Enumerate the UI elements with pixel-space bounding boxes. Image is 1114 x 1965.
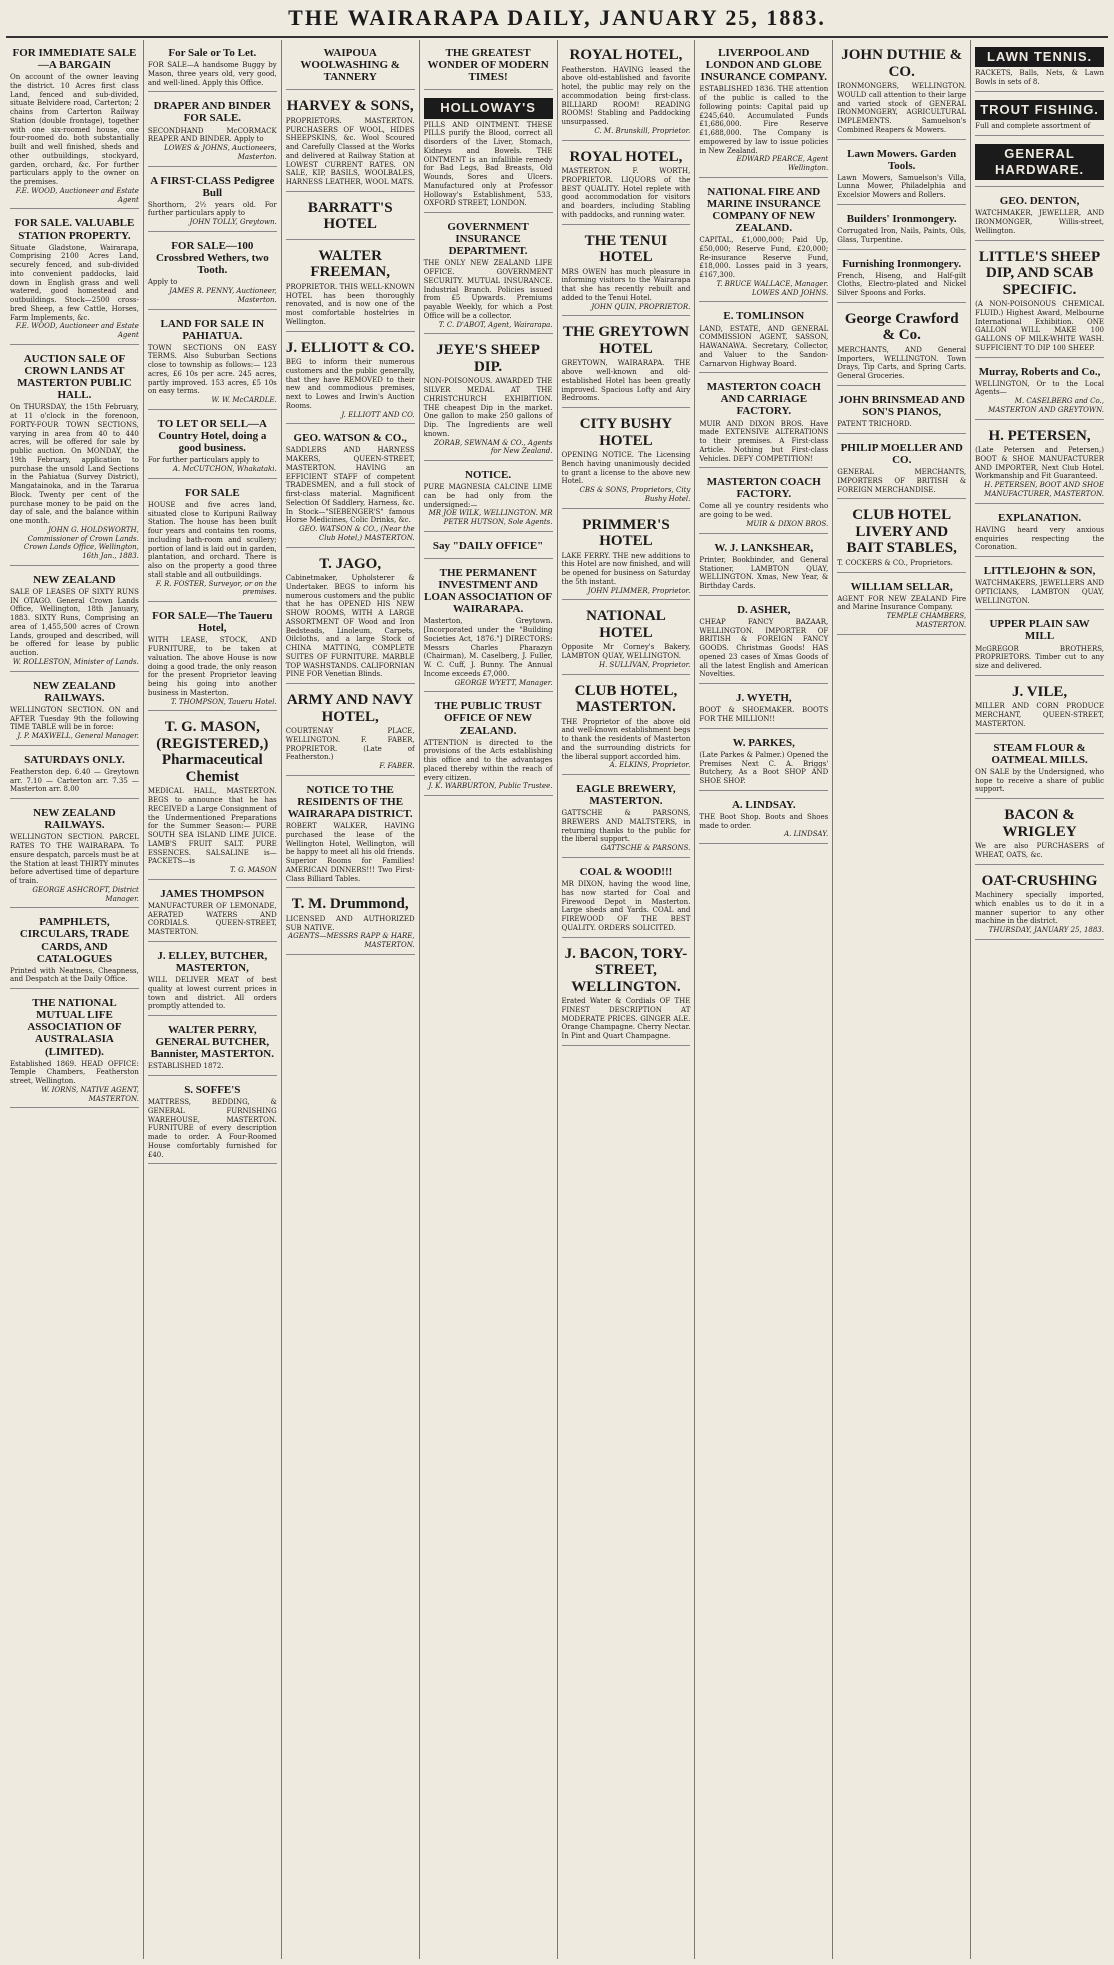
advertisement — [424, 464, 553, 532]
ad-body: HOUSE and five acres land, situated close to Kuripuni Railway Station. The house has been built four years and contains ten rooms, including bath-room and scullery; portion of land is laid out in garden, plantation, and orchard. There is also on the property a good three stall stable and all outbuildings. — [147, 500, 277, 579]
ad-body: MANUFACTURER OF LEMONADE, AERATED WATERS AND CORDIALS. QUEEN-STREET, MASTERTON. — [147, 901, 277, 937]
ad-body: On account of the owner leaving the district. 10 Acres first class Land, fenced and sub-divided, situate Belvidere road, Carterton; 2 chains from Carterton Railway Station (double frontage), together with one six-roomed house, one four-roomed do. both substantially built and well finished, sheds and other outbuildings, stockyard, garden, orchard, &c. For further particulars apply to the owner on the premises. — [10, 73, 139, 187]
ad-signature: J. ELLIOTT AND CO. — [341, 410, 415, 419]
ad-body: ESTABLISHED 1836. THE attention of the public is called to the following points: Capital paid up £245,640. Accumulated Funds £1,686,000. Fire Reserve £1,688,000. The Company is empowered by law to issue policies in New Zealand. — [699, 85, 829, 155]
ad-title: J. ELLEY, BUTCHER, MASTERTON, — [157, 949, 268, 974]
ad-title: MASTERTON COACH FACTORY. — [706, 476, 821, 501]
ad-title: NATIONAL HOTEL — [586, 608, 666, 641]
ad-body: MR DIXON, having the wood line, has now started for Coal and Firewood Depot in Masterton. Large sheds and Yards. COAL and FIREWOOD OF THE BEST QUALITY. ORDERS SOLICITED. — [561, 880, 691, 932]
advertisement — [286, 195, 415, 240]
ad-signature: JOHN QUIN, PROPRIETOR. — [591, 302, 691, 311]
advertisement — [699, 599, 828, 684]
ad-body: PROPRIETORS. MASTERTON. PURCHASERS OF WOOL, HIDES SHEEPSKINS, &c. Wool Scoured and Carefully Classed at the Works and delivered at Railway Station at LOWEST CURRENT RATES. ON SALE, KIP, BASILS, WOOLBALES, HARNESS LEATHER, WOOL MATS. — [285, 116, 415, 187]
ad-body: NON-POISONOUS. AWARDED THE SILVER MEDAL AT THE CHRISTCHURCH EXHIBITION. THE cheapest Dip in the market. One gallon to make 250 gallons of Dip. The Ingredients are well known. — [423, 377, 553, 438]
ad-body: LAND, ESTATE, AND GENERAL COMMISSION AGENT, SASSON, HAWANAWA. Secretary, Collector, and Valuer to the Sandon-Carnarvon Highway Board. — [699, 324, 829, 368]
column-1 — [6, 40, 144, 1959]
ad-title: CLUB HOTEL, MASTERTON. — [574, 682, 678, 715]
ad-body: WITH LEASE, STOCK, AND FURNITURE, to be taken at valuation. The above House is now doing a good trade, the only reason for the present Proprietor leaving being his going into another business in Masterton. — [147, 636, 277, 697]
ad-title: JEYE'S SHEEP DIP. — [436, 342, 540, 375]
column-4 — [420, 40, 558, 1959]
ad-signature: ZORAB, SEWNAM & CO., Agents for New Zealand. — [433, 438, 553, 456]
ad-title: J. VILE, — [1011, 683, 1068, 700]
ad-title: T. M. Drummond, — [291, 896, 409, 913]
advertisement — [286, 891, 415, 955]
ad-signature: AGENTS—MESSRS RAPP & HARE, MASTERTON. — [288, 932, 415, 950]
ad-title: WAIPOUA WOOLWASHING & TANNERY — [300, 47, 400, 84]
ad-title: UPPER PLAIN SAW MILL — [989, 618, 1090, 643]
advertisement — [837, 437, 966, 499]
ad-title: FOR SALE—100 Crossbred Wethers, two Tooth. — [155, 239, 269, 277]
ad-title: MASTERTON COACH AND CARRIAGE FACTORY. — [706, 381, 821, 418]
ad-title: THE NATIONAL MUTUAL LIFE ASSOCIATION OF AUSTRALASIA (LIMITED). — [27, 997, 122, 1058]
ad-body: (A NON-POISONOUS CHEMICAL FLUID.) Highest Award, Melbourne International Exhibition. ONE GALLON WILL MAKE 100 GALLONS OF MILK-WHITE WASH. SUFFICIENT TO DIP 100 SHEEP. — [975, 300, 1104, 352]
advertisement — [975, 613, 1104, 675]
advertisement — [699, 305, 828, 373]
ad-title: LIVERPOOL AND LONDON AND GLOBE INSURANCE COMPANY. — [700, 47, 828, 84]
advertisement — [286, 93, 415, 192]
ad-body: Full and complete assortment of — [975, 122, 1091, 130]
ad-body: WELLINGTON, Or to the Local Agents— — [975, 379, 1104, 397]
ad-body: ESTABLISHED 1872. — [147, 1062, 224, 1071]
ad-title: SATURDAYS ONLY. — [24, 753, 125, 766]
ad-body: AGENT FOR NEW ZEALAND Fire and Marine Insurance Company. — [837, 594, 967, 612]
ad-title: LITTLE'S SHEEP DIP, AND SCAB SPECIFIC. — [978, 248, 1101, 298]
column-2 — [144, 40, 282, 1959]
advertisement — [562, 941, 691, 1046]
ad-body: Erated Water & Cordials OF THE FINEST DESCRIPTION AT MODERATE PRICES. GINGER ALE. Orange Champagne. Cherry Nectar. In Pint and Quart Champagne. — [561, 997, 691, 1041]
ad-body: Cabinetmaker, Upholsterer & Undertaker. BEGS to inform his numerous customers and the public that he has OPENED HIS NEW SHOW ROOMS, WITH A LARGE ASSORTMENT OF Wood and Iron Bedsteads, Linoleum, Carpets, Oilcloths, and a large Stock of CHINA MATTING, COMPLETE SUITES OF FURNITURE. MARBLE TOP WASHSTANDS. CALIFORNIAN PINE FOR Venetian Blinds. — [285, 574, 415, 679]
advertisement — [10, 749, 139, 799]
ad-title: TO LET OR SELL—A Country Hotel, doing a good business. — [157, 417, 267, 455]
ad-title: GEO. WATSON & CO., — [293, 432, 407, 445]
ad-body: GREYTOWN, WAIRARAPA. THE above well-known and old-established Hotel has been greatly improved. Spacious Lofty and Airy Bedrooms. — [561, 359, 691, 403]
advertisement — [286, 687, 415, 776]
ad-signature: F. R. FOSTER, Surveyor, or on the premises. — [155, 579, 277, 597]
ad-title: STEAM FLOUR & OATMEAL MILLS. — [991, 741, 1088, 766]
masthead-title: THE WAIRARAPA DAILY, JANUARY 25, 1883. — [288, 5, 826, 30]
ad-title: JOHN DUTHIE & CO. — [841, 47, 963, 80]
advertisement — [975, 802, 1104, 865]
ad-title: FOR IMMEDIATE SALE—A BARGAIN — [12, 47, 137, 72]
ad-body: CHEAP FANCY BAZAAR, WELLINGTON. IMPORTER OF BRITISH & FOREIGN FANCY GOODS. Christmas Goods! HAS opened 23 cases of Xmas Goods of all the latest English and American Novelties. — [699, 617, 829, 679]
ad-title: AUCTION SALE OF CROWN LANDS AT MASTERTON PUBLIC HALL. — [17, 352, 132, 402]
ad-signature: GATTSCHE & PARSONS. — [600, 844, 691, 853]
advertisement — [699, 537, 828, 596]
ad-body: BEG to inform their numerous customers and the public generally, that they have REMOVED to their new and commodious premises, next to Lowes and Irwin's Auction Rooms. — [285, 358, 415, 410]
ad-body: Established 1869. HEAD OFFICE: Temple Chambers, Featherston street, Wellington. — [10, 1059, 139, 1086]
ad-body: GATTSCHE & PARSONS, BREWERS AND MALTSTERS, in returning thanks to the public for the liberal support. — [561, 809, 691, 844]
ad-body: Machinery specially imported, which enables us to do it in a manner superior to any other machine in the district. — [975, 891, 1104, 926]
ad-title: LAND FOR SALE IN PAHIATUA. — [160, 317, 265, 342]
advertisement — [837, 208, 966, 250]
ad-title: Builders' Ironmongery. — [846, 212, 957, 225]
advertisement — [10, 348, 139, 566]
ad-body: SECONDHAND McCORMACK REAPER AND BINDER. Apply to — [147, 126, 277, 144]
advertisement — [699, 181, 828, 303]
advertisement — [562, 778, 691, 858]
ad-title: George Crawford & Co. — [844, 310, 959, 344]
ad-body: WATCHMAKER, JEWELLER, AND IRONMONGER, Willis-street, Wellington. — [975, 209, 1104, 235]
advertisement — [148, 605, 277, 711]
columns-container — [6, 40, 1108, 1959]
ad-title: FOR SALE—The Taueru Hotel, — [152, 610, 273, 635]
advertisement — [286, 427, 415, 547]
advertisement — [975, 361, 1104, 420]
advertisement — [424, 695, 553, 796]
ad-title: PRIMMER'S HOTEL — [582, 516, 670, 549]
ad-body: Come all ye country residents who are going to be wed. — [699, 502, 829, 520]
ad-signature: A. McCUTCHON, Whakataki. — [172, 464, 277, 473]
ad-title: NEW ZEALAND RAILWAYS. — [33, 807, 116, 832]
ad-body: THE Proprietor of the above old and well-known establishment begs to thank the residents of Masterton and the surrounding districts for the liberal support accorded him. — [561, 717, 691, 761]
advertisement — [562, 678, 691, 776]
ad-title: ROYAL HOTEL, — [569, 148, 683, 165]
ad-signature: TEMPLE CHAMBERS, MASTERTON. — [886, 612, 967, 629]
ad-body: MATTRESS, BEDDING, & GENERAL FURNISHING WAREHOUSE, MASTERTON. FURNITURE of every description made to order. A Four-Roomed House comfortably furnished for £40. — [147, 1098, 277, 1159]
ad-body: Featherston. HAVING leased the above old-established and favorite hotel, the public may rely on the accommodation being first-class. BILLIARD ROOM! READING ROOMS! Stabling and Paddocking unsurpassed. — [561, 65, 691, 126]
ad-body: For further particulars apply to — [147, 456, 260, 465]
column-6 — [695, 40, 833, 1959]
advertisement — [975, 679, 1104, 734]
ad-body: MRS OWEN has much pleasure in informing visitors to the Wairarapa that she has recently rebuilt and added to the Tenui Hotel. — [561, 267, 691, 302]
advertisement — [148, 170, 277, 232]
ad-title: OAT-CRUSHING — [981, 872, 1098, 889]
ad-title: BACON & WRIGLEY — [1002, 807, 1077, 840]
advertisement — [837, 576, 966, 635]
advertisement — [975, 423, 1104, 504]
ad-title: FOR SALE — [184, 486, 240, 499]
advertisement — [975, 139, 1104, 188]
masthead — [6, 0, 1108, 38]
ad-body: Masterton, Greytown. [Incorporated under the "Building Societies Act, 1876."] DIRECTORS: Messrs Charles Pharazyn (Chairman), M. Caselberg, J. Fuller, W. C. Cuff, J. Bunny. The Annual Income exceeds £7,000. — [423, 617, 553, 678]
ad-signature: T. BRUCE WALLACE, Manager. LOWES AND JOHNS. — [716, 279, 829, 297]
ad-signature: CBS & SONS, Proprietors, City Bushy Hotel. — [579, 486, 691, 503]
ad-signature: W. IORNS, NATIVE AGENT, MASTERTON. — [41, 1085, 139, 1103]
ad-body: Printed with Neatness, Cheapness, and Despatch at the Daily Office. — [10, 966, 139, 984]
ad-signature: JOHN PLIMMER, Proprietor. — [587, 586, 691, 595]
ad-body: Shorthorn, 2½ years old. For further particulars apply to — [147, 200, 277, 218]
ad-body: MERCHANTS, AND General Importers, WELLINGTON. Town Drays, Tip Carts, and Spring Carts. General Groceries. — [837, 345, 967, 381]
ad-title: Lawn Mowers. Garden Tools. — [847, 147, 957, 172]
ad-signature: JAMES R. PENNY, Auctioneer, Masterton. — [169, 287, 277, 304]
ad-signature: LOWES & JOHNS, Auctioneers, Masterton. — [164, 144, 277, 161]
advertisement — [148, 883, 277, 942]
advertisement — [699, 376, 828, 468]
advertisement — [837, 306, 966, 386]
advertisement — [699, 687, 828, 729]
ad-signature: M. CASELBERG and Co., MASTERTON AND GREYTOWN. — [988, 397, 1104, 414]
ad-title: LAWN TENNIS. — [975, 47, 1104, 67]
ad-body: HAVING heard very anxious enquiries respecting the Coronation. — [975, 525, 1104, 552]
advertisement — [286, 779, 415, 889]
ad-title: JOHN BRINSMEAD AND SON'S PIANOS, — [838, 393, 965, 418]
ad-signature: JOHN TOLLY, Greytown. — [189, 218, 277, 227]
ad-signature: A. LINDSAY. — [784, 830, 829, 839]
ad-body: RACKETS, Balls, Nets, & Lawn Bowls in sets of 8. — [975, 69, 1104, 86]
ad-title: LITTLEJOHN & SON, — [983, 565, 1096, 578]
ad-title: H. PETERSEN, — [988, 427, 1091, 444]
column-8 — [971, 40, 1108, 1959]
advertisement — [975, 868, 1104, 940]
ad-signature: A. ELKINS, Proprietor. — [609, 761, 691, 770]
ad-title: CITY BUSHY HOTEL — [579, 416, 673, 449]
ad-body: WILL DELIVER MEAT of best quality at lowest current prices in town and district. All orders promptly attended to. — [147, 976, 277, 1011]
ad-body: THE ONLY NEW ZEALAND LIFE OFFICE. GOVERNMENT SECURITY. MUTUAL INSURANCE. Industrial Branch. Policies issued from £5 Upwards. Premiums payable Weekly, for which a Post Office will be a collector. — [423, 259, 553, 320]
advertisement — [837, 502, 966, 572]
advertisement — [975, 560, 1104, 610]
advertisement — [975, 737, 1104, 799]
advertisement — [286, 42, 415, 90]
advertisement — [148, 1079, 277, 1164]
ad-signature: C. M. Brunskill, Proprietor. — [594, 126, 691, 135]
ad-body: MASTERTON. F. WORTH, PROPRIETOR. LIQUORS of the BEST QUALITY. Hotel replete with good accommodation for visitors and boarders, including Stabling with paddocks, and running water. — [561, 167, 691, 219]
advertisement — [148, 714, 277, 880]
ad-title: ARMY AND NAVY HOTEL, — [286, 692, 414, 725]
ad-body: PILLS AND OINTMENT. THESE PILLS purify the Blood, correct all disorders of the Liver, Stomach, Kidneys and Bowels. THE OINTMENT is an infallible remedy for Bad Legs, Bad Breasts, Old Wounds, Sores and Ulcers. Manufactured only at Professor Holloway's Establishment, 533, OXFORD STREET, LONDON. — [423, 120, 553, 208]
advertisement — [562, 144, 691, 225]
ad-title: D. ASHER, — [737, 603, 791, 616]
ad-title: GOVERNMENT INSURANCE DEPARTMENT. — [447, 221, 529, 258]
advertisement — [424, 562, 553, 692]
ad-title: NATIONAL FIRE AND MARINE INSURANCE COMPANY OF NEW ZEALAND. — [706, 185, 821, 235]
advertisement — [10, 42, 139, 209]
ad-body: T. COCKERS & CO., Proprietors. — [837, 558, 953, 567]
ad-body: Opposite Mr Corney's Bakery, LAMBTON QUAY, WELLINGTON. — [561, 643, 691, 660]
ad-title: NOTICE. — [464, 469, 512, 482]
ad-body: Apply to — [147, 278, 178, 287]
ad-title: T. JAGO, — [319, 555, 382, 572]
ad-body: We are also PURCHASERS of WHEAT, OATS, &c. — [975, 842, 1104, 859]
ad-title: Furnishing Ironmongery. — [842, 257, 962, 270]
ad-signature: T. C. D'ABOT, Agent, Wairarapa. — [438, 320, 553, 329]
advertisement — [699, 794, 828, 844]
ad-title: GEO. DENTON, — [999, 195, 1080, 208]
advertisement — [837, 253, 966, 303]
ad-title: COAL & WOOD!!! — [579, 865, 673, 878]
advertisement — [975, 244, 1104, 358]
ad-title: TROUT FISHING. — [975, 100, 1104, 120]
ad-body: TOWN SECTIONS ON EASY TERMS. Also Suburban Sections close to township as follows:— 123 acres, £6 10s per acre. 245 acres, partly improved. 153 acres, £5 10s on easy terms. — [147, 343, 277, 396]
ad-signature: GEORGE ASHCROFT, District Manager. — [32, 885, 139, 903]
ad-title: BARRATT'S HOTEL — [307, 199, 393, 233]
ad-body: Corrugated Iron, Nails, Paints, Oils, Glass, Turpentine. — [837, 227, 967, 244]
ad-body: MEDICAL HALL, MASTERTON. BEGS to announce that he has RECEIVED a Large Consignment of the Undermentioned Preparations for the Summer Season:— PURE SOUTH SEA ISLAND LIME JUICE. LAMB'S FRUIT SALT. PURE ESSENCES. SALSALINE is—PACKETS—is — [147, 787, 277, 866]
advertisement — [562, 42, 691, 141]
ad-body: Printer, Bookbinder, and General Stationer, LAMBTON QUAY, WELLINGTON. Xmas, New Year, & Birthday Cards. — [699, 555, 829, 591]
ad-body: WATCHMAKERS, JEWELLERS AND OPTICIANS, LAMBTON QUAY, WELLINGTON. — [975, 579, 1104, 605]
ad-title: W. J. LANKSHEAR, — [714, 541, 814, 554]
ad-body: THE Boot Shop. Boots and Shoes made to order. — [699, 812, 829, 830]
advertisement — [10, 675, 139, 746]
advertisement — [699, 732, 828, 791]
ad-signature: J. P. MAXWELL, General Manager. — [17, 732, 139, 741]
advertisement — [148, 235, 277, 310]
ad-title: ROYAL HOTEL, — [569, 47, 683, 63]
ad-title: J. ELLIOTT & CO. — [285, 339, 415, 356]
advertisement — [699, 471, 828, 533]
advertisement — [286, 551, 415, 685]
advertisement — [975, 95, 1104, 136]
ad-signature: F.E. WOOD, Auctioneer and Estate Agent — [15, 186, 139, 204]
ad-signature: JOHN G. HOLDSWORTH, Commissioner of Crown Lands. Crown Lands Office, Wellington, 16th Jan., 1883. — [23, 525, 139, 560]
ad-signature: F. FABER. — [379, 762, 415, 771]
advertisement — [837, 389, 966, 434]
advertisement — [424, 337, 553, 461]
ad-body: PATENT TRICHORD. — [837, 420, 912, 429]
ad-title: THE TENUI HOTEL — [584, 232, 668, 265]
advertisement — [562, 603, 691, 674]
advertisement — [424, 93, 553, 213]
advertisement — [837, 143, 966, 205]
advertisement — [148, 945, 277, 1016]
advertisement — [10, 569, 139, 672]
ad-signature: W. ROLLESTON, Minister of Lands. — [12, 657, 139, 666]
ad-signature: W. W. McCARDLE. — [211, 396, 277, 405]
ad-body: IRONMONGERS, WELLINGTON. WOULD call attention to their large and varied stock of GENERAL IRONMONGERY, AGRICULTURAL IMPLEMENTS. Samuelson's Combined Reapers & Mowers. — [837, 82, 967, 134]
advertisement — [286, 335, 415, 425]
advertisement — [148, 313, 277, 410]
ad-title: E. TOMLINSON — [723, 310, 805, 323]
ad-body: French, Hiseng, and Half-gilt Cloths, Electro-plated and Nickel Silver Spoons and Forks. — [837, 271, 967, 298]
ad-body: PROPRIETOR. THIS WELL-KNOWN HOTEL has been thoroughly renovated, and is now one of the most comfortable hostelries in Wellington. — [285, 282, 415, 326]
advertisement — [837, 42, 966, 140]
advertisement — [562, 512, 691, 601]
advertisement — [148, 413, 277, 479]
ad-body: ATTENTION is directed to the provisions of the Acts establishing this office and to the advantages placed thereby within the reach of every citizen. — [423, 738, 553, 782]
advertisement — [148, 95, 277, 166]
advertisement — [975, 507, 1104, 557]
ad-body: (Late Parkes & Palmer.) Opened the Premises Next C. A. Briggs' Butchery, As a Boot SHOP AND SHOE SHOP. — [699, 750, 829, 786]
advertisement — [424, 535, 553, 559]
ad-title: T. G. MASON, (REGISTERED,) Pharmaceutical Chemist — [156, 719, 269, 785]
advertisement — [148, 1019, 277, 1076]
ad-body: LICENSED AND AUTHORIZED SUB NATIVE. — [285, 914, 415, 932]
advertisement — [10, 911, 139, 989]
ad-title: GENERAL HARDWARE. — [975, 144, 1104, 181]
ad-title: DRAPER AND BINDER FOR SALE. — [153, 100, 271, 125]
ad-body: ON SALE by the Undersigned, who hope to receive a share of public support. — [975, 767, 1104, 794]
ad-signature: MR JOE WILK, WELLINGTON. MR PETER HUTSON, Sole Agents. — [428, 509, 553, 527]
ad-body: CAPITAL, £1,000,000; Paid Up, £50,000; Reserve Fund, £20,000; Re-insurance Reserve Fund, £18,000. Losses paid in 3 years, £167,300. — [699, 236, 829, 280]
ad-signature: H. SULLIVAN, Proprietor. — [598, 660, 691, 669]
ad-title: THE PERMANENT INVESTMENT AND LOAN ASSOCIATION OF WAIRARAPA. — [423, 567, 553, 616]
ad-body: On THURSDAY, the 15th February, at 11 o'clock in the forenoon, FORTY-FOUR TOWN SECTIONS, varying in area from 40 to 440 acres, will be offered for sale by public auction. On MONDAY, the 19th February, application to purchase the unsold Land Sections in the Pahiatua (Survey District), Mangatainoka, and in the Tararua Block. Twenty per cent of the purchase money to be paid on the day of sale, and the balance within one month. — [10, 403, 139, 525]
ad-title: JAMES THOMPSON — [160, 887, 265, 900]
ad-title: W. PARKES, — [732, 736, 795, 749]
advertisement — [699, 42, 828, 178]
advertisement — [10, 992, 139, 1108]
ad-body: ROBERT WALKER, HAVING purchased the lease of the Wellington Hotel, Wellington, will be happy to meet all his old friends. Superior Rooms for Families! AMERICAN DINNERS!!! Two First-Class Billiard Tables. — [285, 822, 415, 883]
ad-body: WELLINGTON SECTION. ON and AFTER Tuesday 9th the following TIME TABLE will be in force: — [10, 705, 139, 732]
ad-title: THE GREYTOWN HOTEL — [562, 324, 689, 357]
advertisement — [562, 228, 691, 317]
ad-signature: J. K. WARBURTON, Public Trustee. — [428, 782, 553, 791]
ad-body: McGREGOR BROTHERS, PROPRIETORS. Timber cut to any size and delivered. — [975, 644, 1104, 671]
ad-title: Say "DAILY OFFICE" — [432, 539, 544, 552]
ad-signature: F.E. WOOD, Auctioneer and Estate Agent — [15, 322, 139, 340]
advertisement — [148, 42, 277, 92]
ad-title: NEW ZEALAND RAILWAYS. — [33, 679, 116, 704]
ad-title: HARVEY & SONS, — [286, 98, 414, 115]
ad-title: THE PUBLIC TRUST OFFICE OF NEW ZEALAND. — [434, 700, 542, 737]
advertisement — [562, 411, 691, 509]
advertisement — [975, 190, 1104, 240]
ad-signature: THURSDAY, JANUARY 25, 1883. — [988, 926, 1104, 934]
ad-title: WILLIAM SELLAR, — [850, 580, 953, 593]
ad-title: WALTER FREEMAN, — [310, 247, 390, 281]
advertisement — [424, 216, 553, 334]
ad-signature: T. THOMPSON, Taueru Hotel. — [170, 697, 277, 706]
ad-title: HOLLOWAY'S — [424, 98, 553, 118]
ad-body: COURTENAY PLACE, WELLINGTON. F. FABER, PROPRIETOR. (Late of Featherston.) — [285, 727, 415, 762]
ad-body: Featherston dep. 6.40 — Greytown arr. 7.10 — Carterton arr. 7.35 — Masterton arr. 8.00 — [10, 767, 139, 794]
advertisement — [148, 482, 277, 602]
ad-signature: GEO. WATSON & CO., (Near the Club Hotel,) MASTERTON. — [299, 525, 415, 542]
ad-signature: GEORGE WYETT, Manager. — [454, 678, 553, 687]
ad-body: FOR SALE—A handsome Buggy by Mason, three years old, very good, and well-lined. Apply this Office. — [147, 61, 277, 87]
ad-title: EAGLE BREWERY, MASTERTON. — [576, 783, 676, 808]
ad-body: LAKE FERRY. THE new additions to this Hotel are now finished, and will be opened for business on Saturday the 5th instant. — [561, 551, 691, 586]
ad-title: J. BACON, TORY-STREET, WELLINGTON. — [564, 945, 688, 995]
advertisement — [10, 212, 139, 344]
ad-title: WALTER PERRY, GENERAL BUTCHER, Bannister, MASTERTON. — [150, 1024, 274, 1061]
advertisement — [562, 319, 691, 408]
advertisement — [424, 42, 553, 90]
ad-body: BOOT & SHOEMAKER. BOOTS FOR THE MILLION!! — [699, 706, 829, 723]
ad-signature: T. G. MASON — [229, 866, 277, 874]
ad-title: NOTICE TO THE RESIDENTS OF THE WAIRARAPA DISTRICT. — [287, 783, 413, 821]
ad-title: CLUB HOTEL LIVERY AND BAIT STABLES, — [846, 507, 957, 557]
ad-title: J. WYETH, — [735, 692, 792, 705]
ad-title: A. LINDSAY. — [731, 798, 796, 811]
ad-body: Situate Gladstone, Wairarapa, Comprising 2100 Acres Land, securely fenced, and sub-divided into convenient paddocks, laid down in English grass and well watered, good homestead and outbuildings. Stock—2500 cross-bred Sheep, a few Cattle, Horses, Farm Implements, &c. — [10, 243, 139, 322]
ad-title: Murray, Roberts and Co., — [978, 365, 1101, 378]
ad-signature: MUIR & DIXON BROS. — [746, 519, 829, 528]
column-3 — [282, 40, 420, 1959]
ad-title: A FIRST-CLASS Pedigree Bull — [150, 174, 275, 199]
ad-title: For Sale or To Let. — [168, 47, 257, 59]
ad-title: S. SOFFE'S — [184, 1084, 241, 1097]
ad-body: MUIR AND DIXON BROS. Have made EXTENSIVE ALTERATIONS to their premises. A First-class Article. Nothing but First-class Vehicles. DEFY COMPETITION! — [699, 419, 829, 463]
ad-title: FOR SALE. VALUABLE STATION PROPERTY. — [14, 217, 135, 242]
ad-title: PHILIP MOELLER AND CO. — [840, 441, 963, 466]
ad-body: SADDLERS AND HARNESS MAKERS, QUEEN-STREET, MASTERTON. HAVING an EFFICIENT STAFF of competent TRADESMEN, and a full stock of first-class material. Magnificent Selection Of Saddlery, Harness, &c. In Stock—"SIEBENGER'S" famous Horse Medicines, Colic Drinks, &c. — [285, 446, 415, 525]
ad-body: MILLER AND CORN PRODUCE MERCHANT, QUEEN-STREET, MASTERTON. — [975, 702, 1104, 728]
advertisement — [562, 861, 691, 938]
ad-body: OPENING NOTICE. The Licensing Bench having unanimously decided to grant a license to the above new Hotel. — [561, 451, 691, 486]
ad-signature: EDWARD PEARCE, Agent Wellington. — [736, 155, 829, 173]
ad-title: THE GREATEST WONDER OF MODERN TIMES! — [427, 47, 549, 84]
advertisement — [10, 802, 139, 908]
ad-signature: H. PETERSEN, BOOT AND SHOE MANUFACTURER, MASTERTON. — [984, 481, 1104, 498]
ad-body: GENERAL MERCHANTS, IMPORTERS OF BRITISH & FOREIGN MERCHANDISE. — [837, 468, 967, 494]
ad-title: PAMPHLETS, CIRCULARS, TRADE CARDS, AND CATALOGUES — [19, 916, 130, 965]
ad-body: WELLINGTON SECTION. PARCEL RATES TO THE WAIRARAPA. To ensure despatch, parcels must be at the Station at least THIRTY minutes before advertised time of departure of train. — [10, 833, 139, 886]
ad-title: NEW ZEALAND — [33, 573, 116, 586]
column-5 — [558, 40, 696, 1959]
ad-body: Lawn Mowers, Samuelson's Villa, Lunna Mower, Philadelphia and Excelsior Mowers and Rollers. — [837, 173, 967, 200]
column-7 — [833, 40, 971, 1959]
advertisement — [975, 42, 1104, 92]
ad-title: EXPLANATION. — [997, 511, 1082, 524]
ad-body: PURE MAGNESIA CALCINE LIME can be had only from the undersigned:— — [423, 483, 553, 509]
ad-body: (Late Petersen and Petersen,) BOOT & SHOE MANUFACTURER AND IMPORTER, Next Club Hotel. Workmanship and Fit Guaranteed. — [975, 446, 1104, 481]
ad-body: SALE OF LEASES OF SIXTY RUNS IN OTAGO. General Crown Lands Office, Wellington, 18th January, 1883. SIXTY Runs, Comprising an area of 1,455,500 acres of Crown Lands, grouped and described, will be offered for lease by public auction. — [10, 587, 139, 658]
advertisement — [286, 243, 415, 332]
